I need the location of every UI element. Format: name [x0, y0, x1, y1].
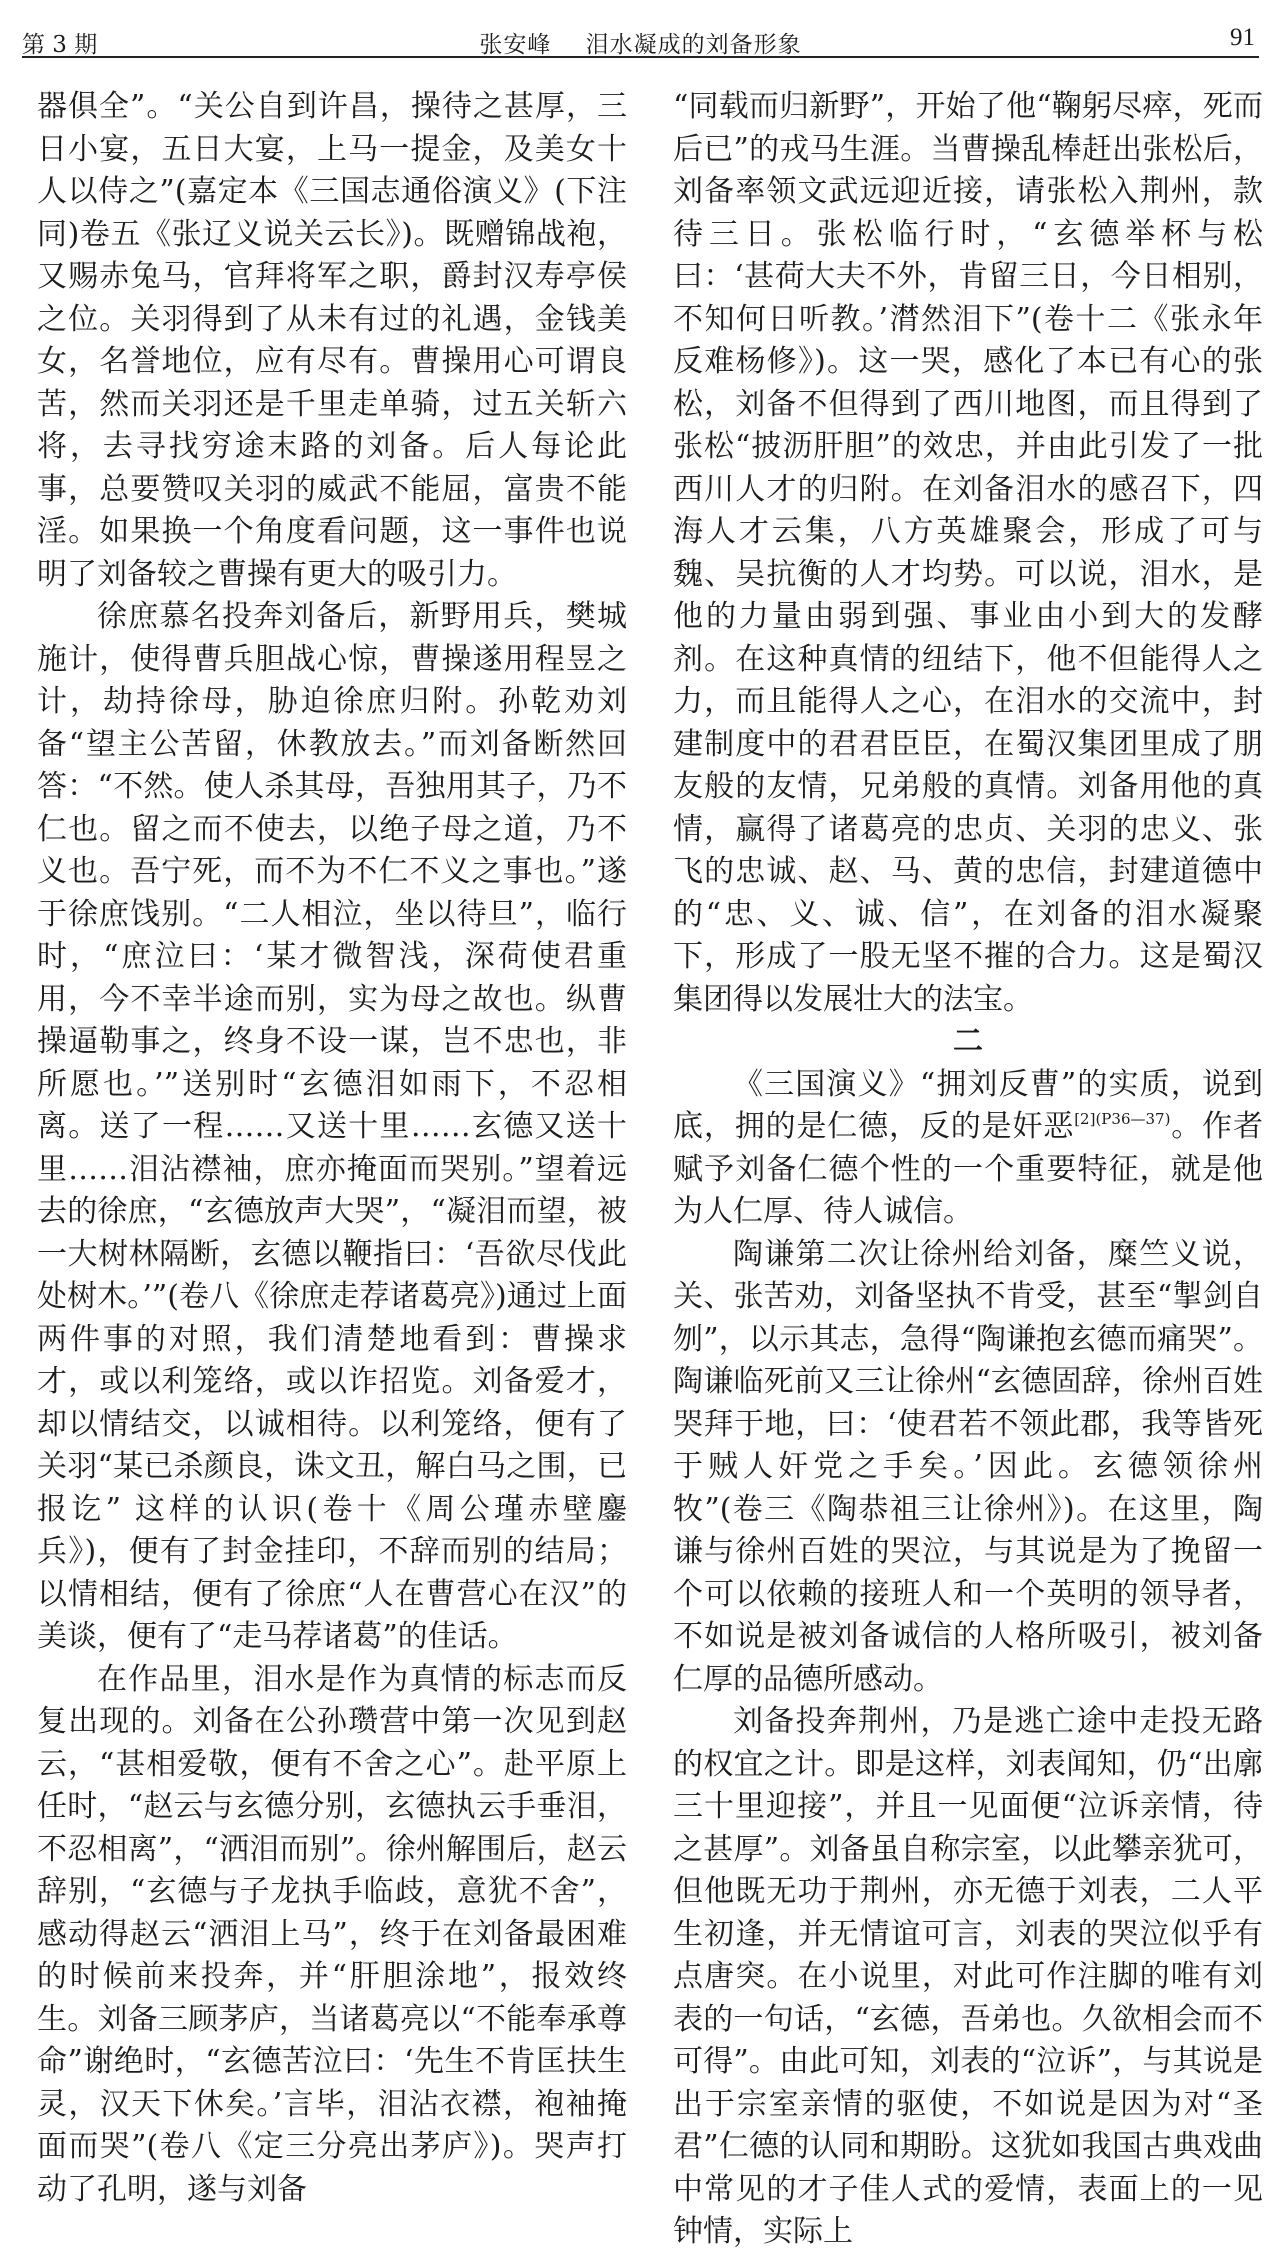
paragraph: 陶谦第二次让徐州给刘备，糜竺义说，关、张苦劝，刘备坚执不肯受，甚至“掣剑自刎”，以示其志，急得“陶谦抱玄德而痛哭”。陶谦临死前又三让徐州“玄德固辞，徐州百姓哭拜于地，曰：‘使君若不领此郡，我等皆死于贼人奸党之手矣。’因此。玄德领徐州牧”(卷三《陶恭祖三让徐州》)。在这里，陶谦与徐州百姓的哭泣，与其说是为了挽留一个可以依赖的接班人和一个英明的领导者，不如说是被刘备诚信的人格所吸引，被刘备仁厚的品德所感动。: [673, 1236, 1263, 1697]
paragraph: 在作品里，泪水是作为真情的标志而反复出现的。刘备在公孙瓒营中第一次见到赵云，“甚相爱敬，便有不舍之心”。赴平原上任时，“赵云与玄德分别，玄德执云手垂泪，不忍相离”，“洒泪而别”。徐州解围后，赵云辞别，“玄德与子龙执手临歧，意犹不舍”，感动得赵云“洒泪上马”，终于在刘备最困难的时候前来投奔，并“肝胆涂地”，报效终生。刘备三顾茅庐，当诸葛亮以“不能奉承尊命”谢绝时，“玄德苦泣曰：‘先生不肯匡扶生灵，汉天下休矣。’言毕，泪沾衣襟，袍袖掩面而哭”(卷八《定三分亮出茅庐》)。哭声打动了孔明，遂与刘备: [37, 1661, 627, 2207]
paragraph: “同载而归新野”，开始了他“鞠躬尽瘁，死而后已”的戎马生涯。当曹操乱棒赶出张松后，刘备率领文武远迎近接，请张松入荆州，款待三日。张松临行时，“玄德举杯与松曰：‘甚荷大夫不外，肯留三日，今日相别，不知何日听教。’潸然泪下”(卷十二《张永年反难杨修》)。这一哭，感化了本已有心的张松，刘备不但得到了西川地图，而且得到了张松“披沥肝胆”的效忠，并由此引发了一批西川人才的归附。在刘备泪水的感召下，四海人才云集，八方英雄聚会，形成了可与魏、吴抗衡的人才均势。可以说，泪水，是他的力量由弱到强、事业由小到大的发酵剂。在这种真情的纽结下，他不但能得人之力，而且能得人之心，在泪水的交流中，封建制度中的君君臣臣，在蜀汉集团里成了朋友般的友情，兄弟般的真情。刘备用他的真情，赢得了诸葛亮的忠贞、关羽的忠义、张飞的忠诚、赵、马、黄的忠信，封建道德中的“忠、义、诚、信”，在刘备的泪水凝聚下，形成了一股无坚不摧的合力。这是蜀汉集团得以发展壮大的法宝。: [673, 89, 1263, 1017]
section-heading: 二: [953, 1024, 983, 1059]
paragraph: 徐庶慕名投奔刘备后，新野用兵，樊城施计，使得曹兵胆战心惊，曹操遂用程昱之计，劫持徐母，胁迫徐庶归附。孙乾劝刘备“望主公苦留，休教放去。”而刘备断然回答：“不然。使人杀其母，吾独用其子，乃不仁也。留之而不使去，以绝子母之道，乃不义也。吾宁死，而不为不仁不义之事也。”遂于徐庶饯别。“二人相泣，坐以待旦”，临行时，“庶泣曰：‘某才微智浅，深荷使君重用，今不幸半途而别，实为母之故也。纵曹操逼勒事之，终身不设一谋，岂不忠也，非所愿也。’”送别时“玄德泪如雨下，不忍相离。送了一程……又送十里……玄德又送十里……泪沾襟袖，庶亦掩面而哭别。”望着远去的徐庶，“玄德放声大哭”，“凝泪而望，被一大树林隔断，玄德以鞭指曰：‘吾欲尽伐此处树木。’”(卷八《徐庶走荐诸葛亮》)通过上面两件事的对照，我们清楚地看到：曹操求才，或以利笼络，或以诈招览。刘备爱才，却以情结交，以诚相待。以利笼络，便有了关羽“某已杀颜良，诛文丑，解白马之围，已报讫” 这样的认识(卷十《周公瑾赤壁鏖兵》)，便有了封金挂印，不辞而别的结局；以情相结，便有了徐庶“人在曹营心在汉”的美谈，便有了“走马荐诸葛”的佳话。: [37, 599, 627, 1654]
author-name: 张安峰: [479, 32, 552, 58]
page-number: 91: [1230, 24, 1255, 51]
paragraph-text: 。作者赋予刘备仁德个性的一个重要特征，就是他为人仁厚、待人诚信。: [673, 1109, 1264, 1229]
paragraph: 刘备投奔荆州，乃是逃亡途中走投无路的权宜之计。即是这样，刘表闻知，仍“出廓三十里迎接”，并且一见面便“泣诉亲情，待之甚厚”。刘备虽自称宗室，以此攀亲犹可，但他既无功于荆州，亦无德于刘表，二人平生初逢，并无情谊可言，刘表的哭泣似乎有点唐突。在小说里，对此可作注脚的唯有刘表的一句话，“玄德，吾弟也。久欲相会而不可得”。由此可知，刘表的“泣诉”，与其说是出于宗室亲情的驱使，不如说是因为对“圣君”仁德的认同和期盼。这犹如我国古典戏曲中常见的才子佳人式的爱情，表面上的一见钟情，实际上: [673, 1704, 1263, 2249]
issue-number: 第 3 期: [22, 32, 98, 58]
paragraph-text: 《三国演义》“拥刘反曹”的实质，说到底，拥的是仁德，反的是奸恶: [673, 1066, 1263, 1144]
paragraph: 器俱全”。“关公自到许昌，操待之甚厚，三日小宴，五日大宴，上马一提金，及美女十人以侍之”(嘉定本《三国志通俗演义》(下注同)卷五《张辽义说关云长》)。既赠锦战袍，又赐赤兔马，官拜将军之职，爵封汉寿亭侯之位。关羽得到了从未有过的礼遇，金钱美女，名誉地位，应有尽有。曹操用心可谓良苦，然而关羽还是千里走单骑，过五关斩六将，去寻找穷途末路的刘备。后人每论此事，总要赞叹关羽的威武不能屈，富贵不能淫。如果换一个角度看问题，这一事件也说明了刘备较之曹操有更大的吸引力。: [37, 89, 627, 592]
paragraph: [673, 1064, 1263, 1234]
left-column: [37, 86, 627, 2211]
article-title: 泪水凝成的刘备形象: [585, 32, 802, 58]
running-header: [22, 8, 1259, 58]
right-column: [673, 86, 1263, 2254]
running-title: [22, 26, 1259, 59]
citation-reference[interactable]: [2](P36—37): [1074, 1110, 1171, 1128]
